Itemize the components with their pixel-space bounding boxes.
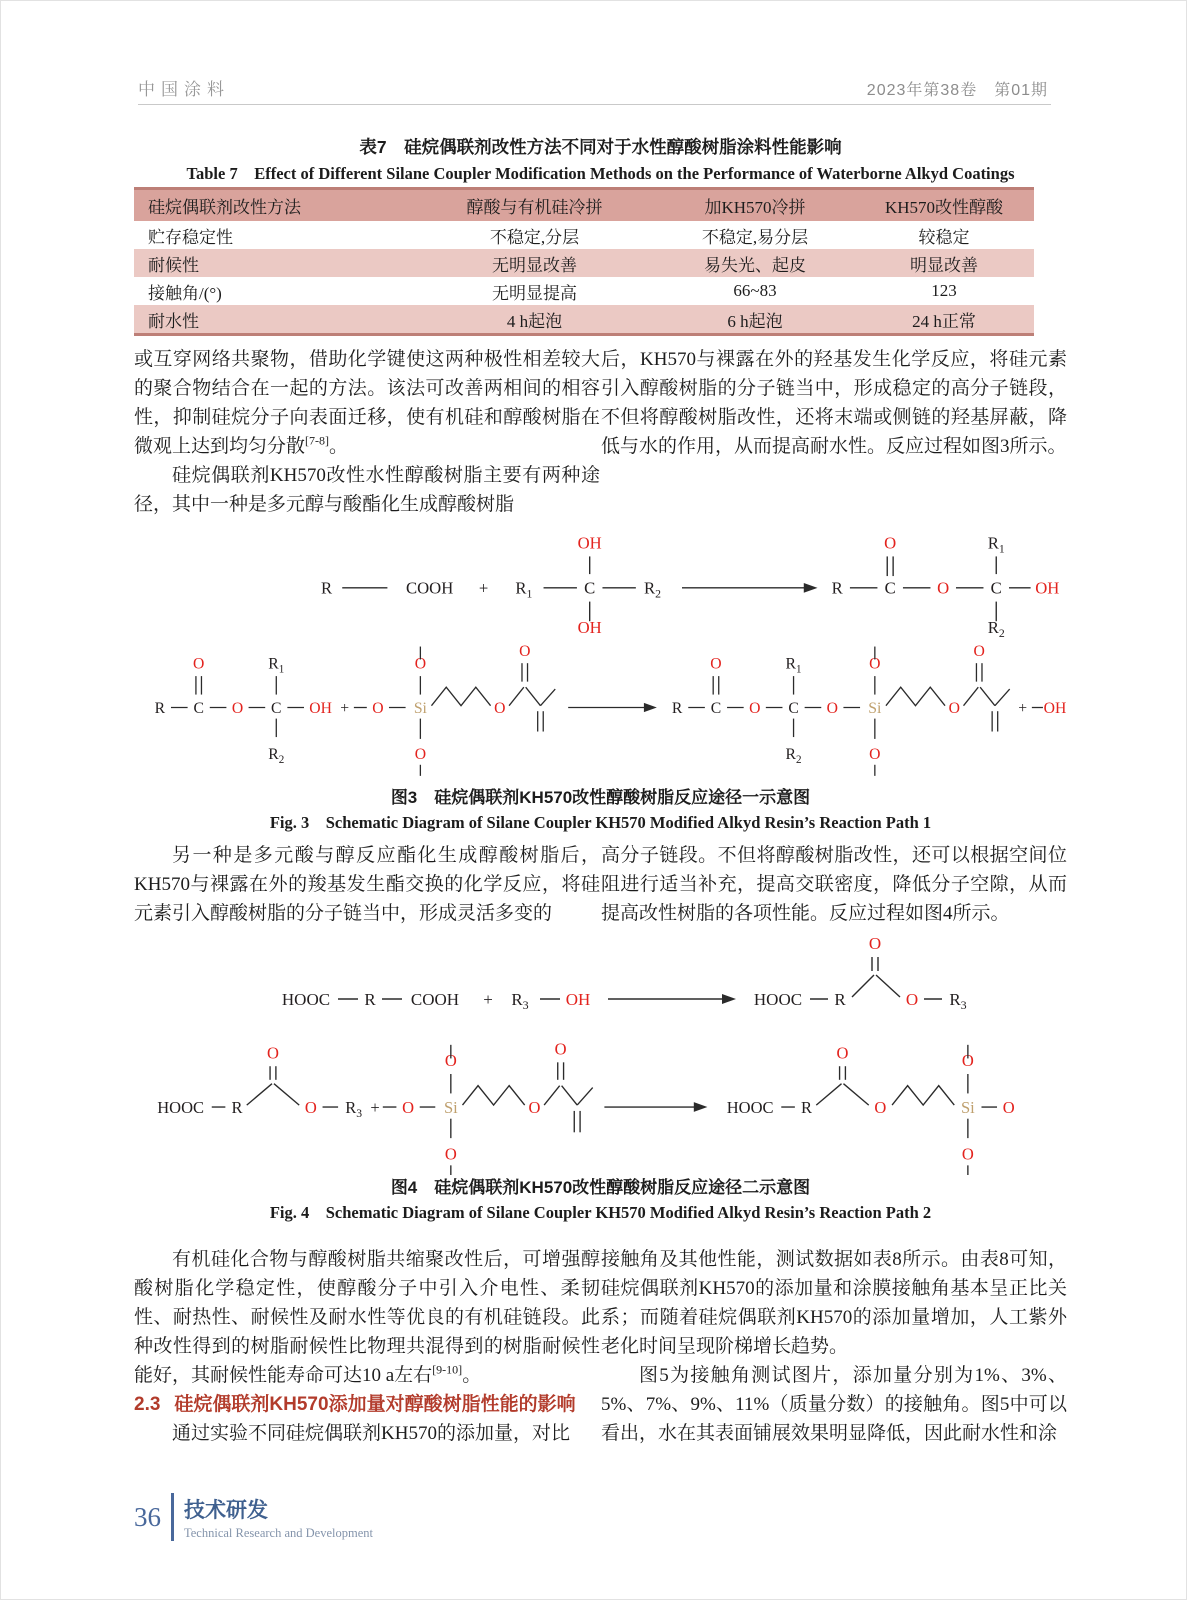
reference-superscript: [7-8] (305, 433, 330, 448)
paragraph: 硅烷偶联剂KH570改性水性醇酸树脂主要有两种途径，其中一种是多元醇与酸酯化生成醇酸树脂 (134, 465, 600, 515)
section2-left-column (134, 841, 600, 928)
table-cell: 接触角/(°) (148, 283, 222, 303)
svg-text:C: C (193, 699, 204, 717)
svg-text:R2: $R_2$ (785, 746, 802, 766)
table-cell: 耐候性 (134, 249, 413, 277)
svg-text:O: O (1002, 1097, 1015, 1117)
table7-title-en: Table 7 Effect of Different Silane Coupler Modification Methods on the Performance of Waterborne Alkyd Coatings (186, 164, 1015, 183)
page-footer (134, 1493, 373, 1541)
issue-info: 2023年第38卷 第01期 (866, 82, 1048, 99)
svg-text:COOH: COOH (405, 578, 454, 598)
table-cell: 较稳定 (918, 227, 970, 247)
table-cell: 66~83 (733, 281, 777, 300)
svg-text:O: O (826, 699, 839, 717)
svg-text:R: R (231, 1097, 243, 1117)
svg-text:O: O (231, 699, 244, 717)
svg-text:C: C (271, 699, 282, 717)
svg-text:Si: Si (443, 1097, 458, 1117)
svg-text:+: + (340, 699, 350, 717)
header-rule (138, 104, 1051, 105)
svg-text:O: O (494, 699, 506, 717)
table-cell: 易失光、起皮 (656, 249, 854, 277)
svg-text:C: C (710, 699, 722, 717)
svg-text:O: O (836, 1043, 849, 1063)
paragraph: 有机硅化合物与醇酸树脂共缩聚改性后，可增强醇酸树脂化学稳定性，使醇酸分子中引入介电性、柔韧性、耐热性、耐候性及耐水性等优良的有机硅链段。此种改性得到的树脂耐候性比物理共混得到的树脂耐候性能好，其耐候性能寿命可达10 a左右[9-10]。 (134, 1249, 600, 1386)
svg-text:HOOC: HOOC (726, 1097, 774, 1117)
table-cell: KH570改性醇酸 (854, 189, 1034, 222)
section3-left-column (134, 1245, 600, 1448)
figure3-caption-en: Fig. 3 Schematic Diagram of Silane Coupler KH570 Modified Alkyd Resin’s Reaction Path 1 (269, 813, 932, 832)
chemical-structure-row (134, 1039, 1067, 1175)
svg-text:R: R (671, 699, 683, 717)
svg-text:HOOC: HOOC (281, 990, 331, 1009)
svg-text:COOH: COOH (410, 990, 460, 1009)
svg-text:O: O (414, 746, 427, 764)
svg-text:C: C (884, 578, 896, 598)
svg-text:O: O (414, 655, 427, 673)
paragraph: 后，KH570与裸露在外的羟基发生化学反应，将硅元素引入醇酸树脂的分子链当中，形成稳定的高分子链段，不但将醇酸树脂改性，还将末端或侧链的羟基屏蔽，降低与水的作用，从而提高耐水性。反应过程如图3所示。 (601, 349, 1067, 457)
svg-text:O: O (554, 1039, 567, 1059)
table-row (134, 249, 1034, 277)
paragraph: 另一种是多元酸与醇反应酯化生成醇酸树脂后，KH570与裸露在外的羧基发生酯交换的化学反应，将硅元素引入醇酸树脂的分子链当中，形成灵活多变的 (134, 845, 600, 924)
table-cell: 4 h起泡 (413, 305, 656, 335)
table-cell: 硅烷偶联剂改性方法 (134, 189, 413, 222)
footer-section-zh: 技术研发 (184, 1498, 268, 1522)
svg-text:O: O (267, 1043, 279, 1063)
paragraph: 接触角及其他性能，测试数据如表8所示。由表8可知，硅烷偶联剂KH570的添加量和涂膜接触角基本呈正比关系；而随着硅烷偶联剂KH570的添加量增加，人工紫外老化时间呈现阶梯增长趋势。 (601, 1249, 1067, 1357)
table-row (134, 305, 1034, 335)
svg-text:C: C (990, 578, 1002, 598)
footer-section-en: Technical Research and Development (184, 1525, 373, 1540)
table-cell: 耐水性 (134, 305, 413, 335)
table-cell: 加KH570冷拼 (656, 189, 854, 222)
section2-right-column (601, 841, 1067, 928)
svg-text:Si: Si (960, 1097, 975, 1117)
table-cell: 6 h起泡 (656, 305, 854, 335)
table-cell: 醇酸与有机硅冷拼 (413, 189, 656, 222)
svg-text:R: R (364, 990, 376, 1009)
svg-text:O: O (973, 642, 985, 660)
reference-superscript: [9-10] (432, 1362, 463, 1377)
svg-text:O: O (402, 1097, 415, 1117)
svg-text:O: O (961, 1051, 974, 1071)
table-cell: 无明显改善 (413, 249, 656, 277)
table-row (134, 277, 1034, 305)
figure3-caption-zh: 图3 硅烷偶联剂KH570改性醇酸树脂反应途径一示意图 (390, 788, 811, 807)
svg-text:R: R (834, 990, 846, 1009)
paragraph: 通过实验不同硅烷偶联剂KH570的添加量，对比 (172, 1423, 570, 1444)
svg-text:R3: $R_3$ (949, 990, 967, 1012)
table-cell: 不稳定,分层 (489, 227, 580, 247)
svg-text:R1: $R_1$ (987, 533, 1005, 556)
figure3-reaction-diagram (134, 525, 1067, 776)
journal-name: 中国涂料 (138, 80, 230, 99)
table-row (134, 221, 1034, 249)
footer-section (184, 1494, 373, 1541)
section-2-3-heading: 2.3 硅烷偶联剂KH570添加量对醇酸树脂性能的影响 (134, 1394, 576, 1415)
svg-text:C: C (788, 699, 799, 717)
svg-text:R: R (154, 699, 166, 717)
svg-text:C: C (584, 578, 596, 598)
section1-left-column (134, 345, 600, 519)
table7-title-zh: 表7 硅烷偶联剂改性方法不同对于水性醇酸树脂涂料性能影响 (359, 137, 842, 157)
svg-text:R2: $R_2$ (987, 618, 1005, 640)
chemical-structure-row (134, 929, 1067, 1039)
svg-text:R3: $R_3$ (511, 990, 529, 1012)
svg-text:R: R (320, 578, 333, 598)
svg-text:OH: OH (565, 990, 591, 1009)
svg-text:+: + (370, 1097, 380, 1117)
svg-text:O: O (304, 1097, 317, 1117)
svg-text:O: O (710, 655, 722, 673)
svg-text:Si: Si (413, 699, 427, 717)
svg-text:OH: OH (577, 618, 602, 638)
svg-text:O: O (444, 1051, 457, 1071)
svg-text:O: O (905, 990, 919, 1009)
svg-text:Si: Si (868, 699, 882, 717)
svg-text:O: O (884, 533, 897, 553)
chemical-structure-row (134, 525, 1067, 641)
svg-text:R2: $R_2$ (644, 578, 662, 601)
svg-text:OH: OH (1043, 699, 1067, 717)
svg-text:HOOC: HOOC (753, 990, 803, 1009)
table-cell: 123 (931, 281, 957, 300)
table-cell: 无明显提高 (492, 283, 577, 303)
figure4-caption-zh: 图4 硅烷偶联剂KH570改性醇酸树脂反应途径二示意图 (390, 1178, 811, 1197)
svg-text:O: O (937, 578, 950, 598)
svg-text:O: O (948, 699, 960, 717)
table-cell: 24 h正常 (854, 305, 1034, 335)
svg-text:O: O (444, 1144, 457, 1164)
svg-text:O: O (869, 746, 881, 764)
paragraph: 图5为接触角测试图片，添加量分别为1%、3%、5%、7%、9%、11%（质量分数）的接触角。图5中可以看出，水在其表面铺展效果明显降低，因此耐水性和涂 (601, 1365, 1067, 1444)
svg-text:O: O (519, 642, 531, 660)
table-cell: 不稳定,易分层 (701, 227, 809, 247)
paragraph: 或互穿网络共聚物，借助化学键使这两种极性相差较大的聚合物结合在一起的方法。该法可改善两相间的相容性，抑制硅烷分子向表面迁移，使有机硅和醇酸树脂在微观上达到均匀分散[7-8]。 (134, 349, 600, 457)
svg-text:O: O (961, 1144, 974, 1164)
section1-right-column (601, 345, 1067, 461)
svg-text:OH: OH (577, 533, 602, 553)
figure4-caption-en: Fig. 4 Schematic Diagram of Silane Coupler KH570 Modified Alkyd Resin’s Reaction Path 2 (269, 1203, 932, 1222)
footer-divider (171, 1493, 174, 1541)
page-number: 36 (134, 1501, 161, 1532)
chemical-structure-row (134, 641, 1067, 776)
svg-text:R: R (801, 1097, 813, 1117)
svg-text:O: O (528, 1097, 541, 1117)
svg-text:OH: OH (1035, 578, 1060, 598)
svg-text:R3: $R_3$ (345, 1097, 363, 1120)
figure4-reaction-diagram (134, 929, 1067, 1175)
svg-text:+: + (483, 990, 493, 1009)
paragraph: 高分子链段。不但将醇酸树脂改性，还可以根据空间位阻进行适当补充，提高交联密度，降低分子空隙，从而提高改性树脂的各项性能。反应过程如图4所示。 (601, 845, 1067, 924)
svg-text:O: O (749, 699, 761, 717)
table-cell: 贮存稳定性 (148, 227, 233, 247)
svg-text:R1: $R_1$ (268, 655, 285, 676)
table-row (134, 189, 1034, 222)
svg-text:O: O (868, 934, 882, 953)
svg-text:O: O (372, 699, 384, 717)
svg-text:+: + (1018, 699, 1028, 717)
svg-text:R1: $R_1$ (515, 578, 533, 601)
svg-text:OH: OH (309, 699, 332, 717)
svg-text:R1: $R_1$ (785, 655, 802, 676)
svg-text:O: O (193, 655, 205, 673)
svg-text:O: O (869, 655, 881, 673)
table7-body (134, 189, 1034, 335)
section3-right-column (601, 1245, 1067, 1448)
svg-text:R2: $R_2$ (268, 746, 285, 766)
svg-text:+: + (478, 578, 489, 598)
svg-text:O: O (874, 1097, 887, 1117)
table-cell: 明显改善 (854, 249, 1034, 277)
svg-text:HOOC: HOOC (157, 1097, 205, 1117)
table7 (134, 187, 1034, 336)
svg-text:R: R (831, 578, 843, 598)
